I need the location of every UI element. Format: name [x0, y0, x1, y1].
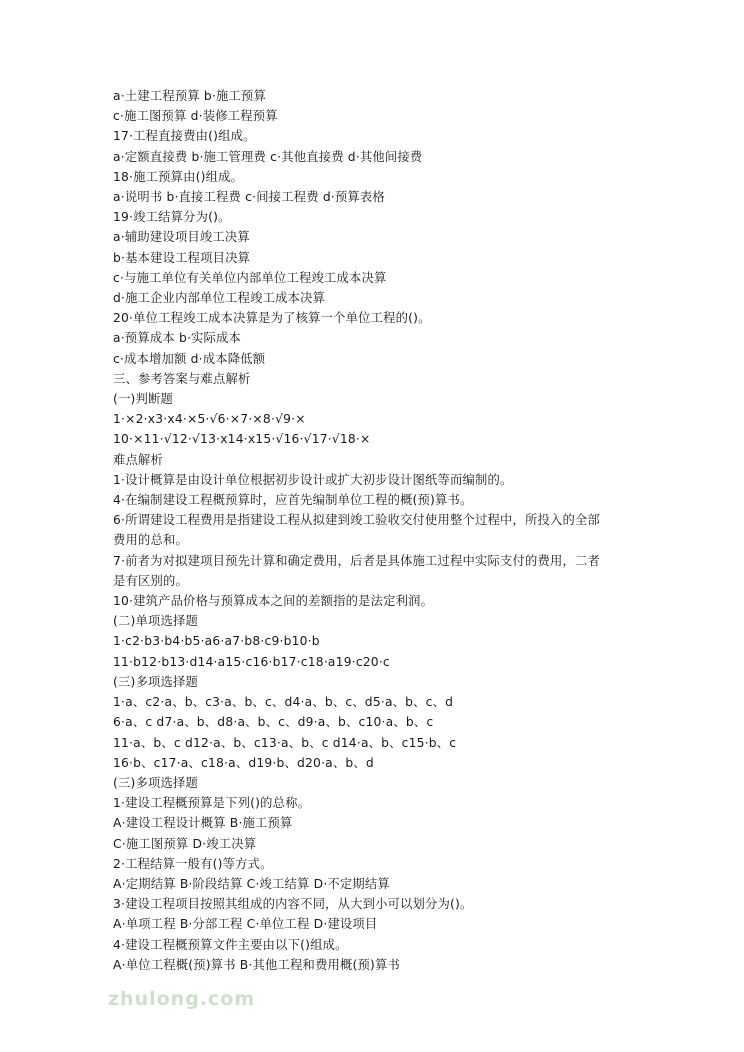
text-line: 18·施工预算由()组成。: [113, 169, 244, 184]
text-line: d·施工企业内部单位工程竣工成本决算: [113, 291, 326, 306]
text-line: (三)多项选择题: [113, 674, 198, 689]
text-line: 11·b12·b13·d14·a15·c16·b17·c18·a19·c20·c: [113, 654, 390, 669]
watermark: zhulong.com: [108, 988, 256, 1010]
text-line: 1·c2·b3·b4·b5·a6·a7·b8·c9·b10·b: [113, 634, 320, 649]
text-line: 1·a、c2·a、b、c3·a、b、c、d4·a、b、c、d5·a、b、c、d: [113, 695, 454, 710]
text-line: a·预算成本 b·实际成本: [113, 331, 242, 346]
text-line: b·基本建设工程项目决算: [113, 250, 251, 265]
text-line: c·施工图预算 d·装修工程预算: [113, 109, 278, 124]
text-line: c·成本增加额 d·成本降低额: [113, 351, 266, 366]
text-line: 10·×11·√12·√13·x14·x15·√16·√17·√18·×: [113, 432, 371, 447]
text-line: 19·竣工结算分为()。: [113, 210, 231, 225]
text-line: 6·a、c d7·a、b、d8·a、b、c、d9·a、b、c10·a、b、c: [113, 715, 434, 730]
text-line: 16·b、c17·a、c18·a、d19·b、d20·a、b、d: [113, 755, 374, 770]
text-line: 1·建设工程概预算是下列()的总称。: [113, 796, 311, 811]
text-line: a·土建工程预算 b·施工预算: [113, 89, 267, 103]
text-line: 3·建设工程项目按照其组成的内容不同，从大到小可以划分为()。: [113, 897, 473, 912]
text-line: 7·前者为对拟建项目预先计算和确定费用，后者是具体施工过程中实际支付的费用，二者: [113, 553, 601, 568]
text-line: A·单项工程 B·分部工程 C·单位工程 D·建设项目: [113, 917, 378, 932]
text-line: a·定额直接费 b·施工管理费 c·其他直接费 d·其他间接费: [113, 149, 423, 164]
text-line: 11·a、b、c d12·a、b、c13·a、b、c d14·a、b、c15·b、c: [113, 735, 457, 750]
text-line: 是有区别的。: [113, 573, 188, 588]
text-line: (一)判断题: [113, 392, 173, 407]
text-line: A·单位工程概(预)算书 B·其他工程和费用概(预)算书: [113, 957, 401, 972]
text-line: (二)单项选择题: [113, 614, 198, 629]
text-line: a·辅助建设项目竣工决算: [113, 230, 250, 245]
text-line: 难点解析: [113, 452, 163, 467]
text-line: 6·所谓建设工程费用是指建设工程从拟建到竣工验收交付使用整个过程中，所投入的全部: [113, 513, 601, 528]
text-line: 1·设计概算是由设计单位根据初步设计或扩大初步设计图纸等而编制的。: [113, 472, 513, 487]
text-line: 2·工程结算一般有()等方式。: [113, 856, 273, 871]
text-line: A·建设工程设计概算 B·施工预算: [113, 816, 293, 831]
text-line: A·定期结算 B·阶段结算 C·竣工结算 D·不定期结算: [113, 876, 390, 891]
text-line: 三、参考答案与难点解析: [113, 371, 251, 386]
text-line: 17·工程直接费由()组成。: [113, 129, 256, 144]
text-line: C·施工图预算 D·竣工决算: [113, 836, 257, 851]
text-line: 20·单位工程竣工成本决算是为了核算一个单位工程的()。: [113, 311, 431, 326]
text-line: a·说明书 b·直接工程费 c·间接工程费 d·预算表格: [113, 190, 385, 205]
text-line: c·与施工单位有关单位内部单位工程竣工成本决算: [113, 270, 387, 285]
text-line: 1·×2·x3·x4·×5·√6·×7·×8·√9·×: [113, 412, 306, 427]
text-line: (三)多项选择题: [113, 775, 198, 790]
text-line: 4·建设工程概预算文件主要由以下()组成。: [113, 937, 348, 952]
text-line: 费用的总和。: [113, 533, 188, 548]
document-text-body: [113, 86, 658, 975]
text-line: 4·在编制建设工程概预算时，应首先编制单位工程的概(预)算书。: [113, 493, 473, 508]
text-line: 10·建筑产品价格与预算成本之间的差额指的是法定利润。: [113, 594, 434, 609]
